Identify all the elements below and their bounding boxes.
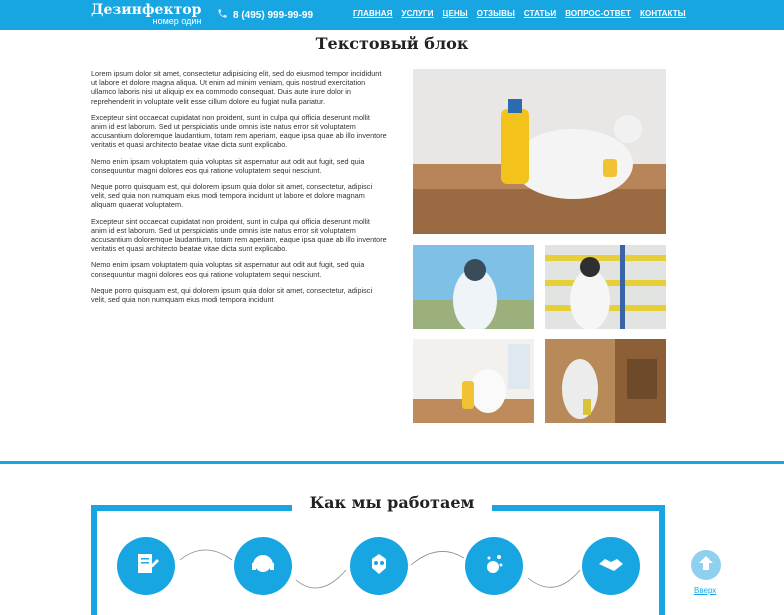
- gas-mask-icon: [364, 549, 394, 584]
- headset-icon: [248, 549, 278, 584]
- nav-reviews[interactable]: ОТЗЫВЫ: [476, 9, 515, 18]
- phone-number: 8 (495) 999-99-99: [233, 9, 314, 21]
- logo-subtitle: номер один: [152, 16, 202, 26]
- handshake-icon: [596, 549, 626, 584]
- spray-drops-icon: [479, 549, 509, 584]
- scroll-top-label[interactable]: Вверх: [694, 586, 717, 595]
- paragraph: Nemo enim ipsam voluptatem quia voluptas sit aspernatur aut odit aut fugit, sed quia consequuntur magni dolores eos qui ratione voluptatem sequi nesciunt.: [91, 260, 365, 279]
- nav-services[interactable]: УСЛУГИ: [401, 9, 434, 18]
- nav-home[interactable]: ГЛАВНАЯ: [353, 9, 393, 18]
- scroll-top-button[interactable]: [691, 550, 721, 580]
- step-2: [234, 537, 292, 595]
- nav-contacts[interactable]: КОНТАКТЫ: [640, 9, 686, 18]
- nav-articles[interactable]: СТАТЬИ: [523, 9, 557, 18]
- nav-faq[interactable]: ВОПРОС-ОТВЕТ: [565, 9, 632, 18]
- how-we-work-title-text: Как мы работаем: [292, 493, 493, 512]
- paragraph: Neque porro quisquam est, qui dolorem ipsum quia dolor sit amet, consectetur, adipisci velit, sed quia non numquam eius modi tempora incidunt: [91, 285, 373, 305]
- text-block-title: Текстовый блок: [315, 34, 469, 53]
- step-3: [350, 537, 408, 595]
- step-5: [582, 537, 640, 595]
- step-4: [465, 537, 523, 595]
- paragraph: Lorem ipsum dolor sit amet, consectetur adipisicing elit, sed do eiusmod tempor incididunt ut labore et dolore magna aliqua. Ut enim ad minim veniam, quis nostrud exercitation ullamco laboris nisi ut aliquip ex ea commodo consequat. Duis aute irure dolor in reprehenderit in voluptate velit esse cillum dolore eu fugiat nulla pariatur.: [91, 69, 382, 106]
- arrow-up-icon: [697, 554, 715, 577]
- paragraph: Neque porro quisquam est, qui dolorem ipsum quia dolor sit amet, consectetur, adipisci velit, sed quia non numquam eius modi tempora incidunt ut labore et dolore magnam aliquam quaerat voluptatem.: [91, 182, 373, 210]
- logo-title: Дезинфектор: [91, 2, 202, 18]
- paragraph: Excepteur sint occaecat cupidatat non proident, sunt in culpa qui officia deserunt mollit anim id est laborum. Sed ut perspiciatis unde omnis iste natus error sit voluptatem accusantium doloremque laudantium, totam rem aperiam, eaque ipsa quae ab illo inventore veritatis et quasi architecto beatae vitae dicta sunt explicabo.: [91, 216, 387, 254]
- paragraph: Nemo enim ipsam voluptatem quia voluptas sit aspernatur aut odit aut fugit, sed quia consequuntur magni dolores eos qui ratione voluptatem sequi nesciunt.: [91, 156, 365, 175]
- paragraph: Excepteur sint occaecat cupidatat non proident, sunt in culpa qui officia deserunt mollit anim id est laborum. Sed ut perspiciatis unde omnis iste natus error sit voluptatem accusantium doloremque laudantium, totam rem aperiam, eaque ipsa quae ab illo inventore veritatis et quasi architecto beatae vitae dicta sunt explicabo.: [91, 112, 387, 150]
- nav-prices[interactable]: ЦЕНЫ: [442, 9, 468, 18]
